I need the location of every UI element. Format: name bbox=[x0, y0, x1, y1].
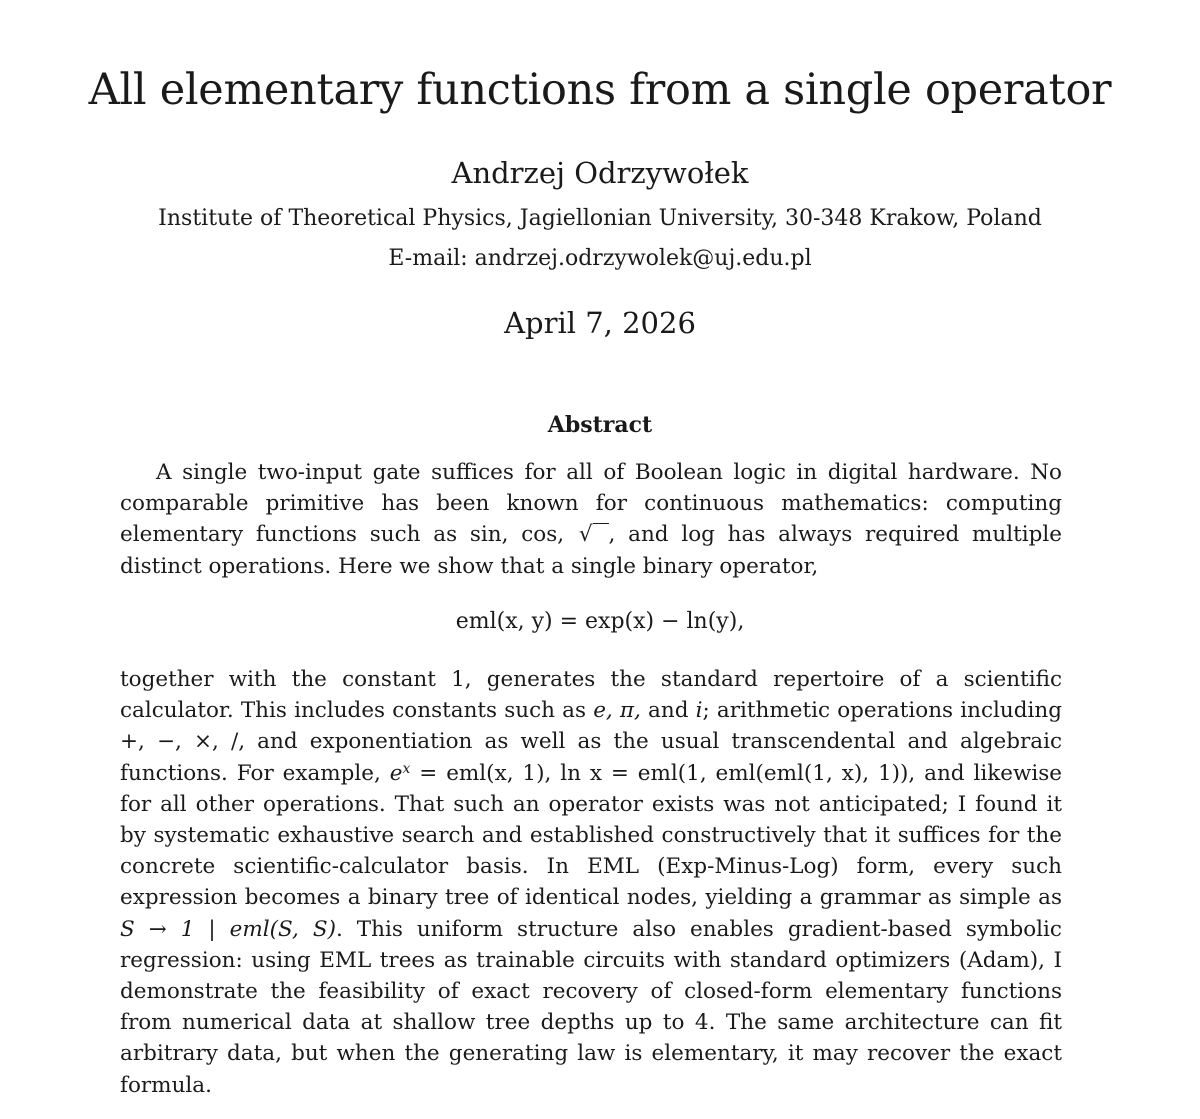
sqrt-symbol: √ bbox=[577, 519, 609, 550]
author-name: Andrzej Odrzywołek bbox=[451, 156, 749, 190]
paper-date: April 7, 2026 bbox=[504, 306, 696, 340]
abstract-p2-exp-base: e bbox=[389, 760, 403, 786]
abstract-p2-exp-sup: x bbox=[402, 761, 411, 778]
abstract-p2-and: and bbox=[648, 698, 696, 724]
author-email: E-mail: andrzej.odrzywolek@uj.edu.pl bbox=[388, 246, 812, 271]
author-affiliation: Institute of Theoretical Physics, Jagiellonian University, 30-348 Krakow, Poland bbox=[158, 206, 1042, 231]
abstract-p1-text-b: , and log has always required multiple distinct operations. Here we show that a single binary operator, bbox=[120, 522, 1063, 579]
abstract-p2-constants: e, π, bbox=[593, 698, 649, 724]
abstract-p2-grammar: S → 1 | eml(S, S) bbox=[120, 916, 336, 942]
abstract-p2-text-d: . This uniform structure also enables gradient-based symbolic regression: using EML trees as trainable circuits with standard optimizers (Adam), I demonstrate the feasibility of exact recovery of closed-form elementary functions from numerical data at shallow tree depths up to 4. The same architecture can fit arbitrary data, but when the generating law is elementary, it may recover the exact formula. bbox=[120, 916, 1062, 1098]
abstract-p2-text-c: = eml(x, 1), ln x = eml(1, eml(eml(1, x), 1)), and likewise for all other operations. That such an operator exists was not anticipated; I found it by systematic exhaustive search and established constructively that it suffices for the concrete scientific-calculator basis. In EML (Exp-Minus-Log) form, every such expression becomes a binary tree of identical nodes, yielding a grammar as simple as bbox=[120, 760, 1062, 911]
abstract-p2-imaginary: i bbox=[695, 698, 703, 724]
abstract-p2-text-b: ; arithmetic operations including +, −, ×, /, and exponentiation as well as the usual transcendental and algebraic functions. For example, bbox=[120, 698, 1062, 786]
eml-equation: eml(x, y) = exp(x) − ln(y), bbox=[455, 609, 745, 634]
abstract-heading: Abstract bbox=[547, 412, 653, 438]
abstract-p2-text-a: together with the constant 1, generates the standard repertoire of a scientific calculator. This includes constants such as bbox=[120, 667, 1062, 724]
abstract-paragraph-2 bbox=[120, 664, 1062, 1101]
paper-title: All elementary functions from a single operator bbox=[88, 65, 1112, 115]
abstract-paragraph-1 bbox=[120, 457, 1062, 582]
abstract-p1-text-a: A single two-input gate suffices for all of Boolean logic in digital hardware. No comparable primitive has been known for continuous mathematics: computing elementary functions such as sin, cos, bbox=[120, 460, 1062, 548]
